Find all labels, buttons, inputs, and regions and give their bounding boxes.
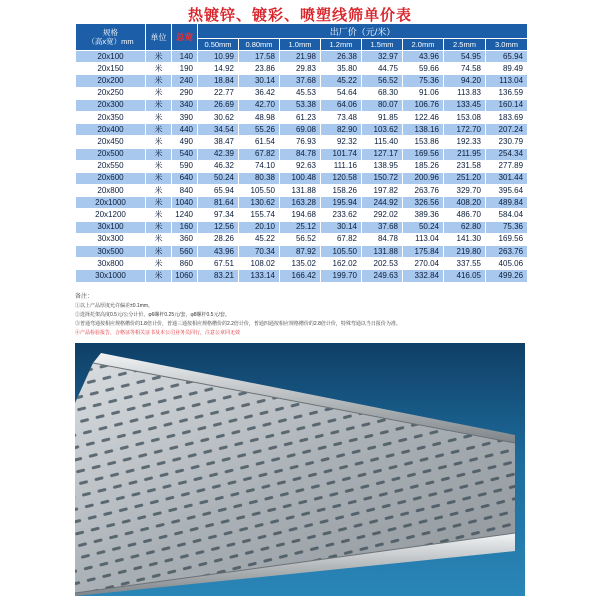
table-row — [76, 270, 528, 282]
price-cell: 194.68 — [280, 209, 321, 221]
price-cell: 17.58 — [239, 51, 280, 63]
total-width-cell: 190 — [172, 63, 198, 75]
price-cell: 200.96 — [403, 172, 444, 184]
price-cell: 59.66 — [403, 63, 444, 75]
price-cell: 82.90 — [321, 124, 362, 136]
page-title: 热镀锌、镀彩、喷塑线筛单价表 — [187, 6, 412, 24]
price-cell: 62.80 — [444, 221, 486, 233]
price-cell: 337.55 — [444, 258, 486, 270]
total-width-column-header: 总宽 — [172, 24, 198, 51]
price-cell: 38.47 — [198, 136, 239, 148]
thickness-header: 0.80mm — [239, 39, 280, 51]
price-cell: 73.48 — [321, 111, 362, 123]
unit-cell: 米 — [146, 209, 172, 221]
total-width-cell: 1060 — [172, 270, 198, 282]
price-cell: 54.64 — [321, 87, 362, 99]
price-cell: 22.77 — [198, 87, 239, 99]
thickness-header: 2.0mm — [403, 39, 444, 51]
spec-cell: 20x450 — [76, 136, 146, 148]
price-cell: 45.22 — [321, 75, 362, 87]
table-row — [76, 124, 528, 136]
price-cell: 486.70 — [444, 209, 486, 221]
price-cell: 175.84 — [403, 246, 444, 258]
price-cell: 26.69 — [198, 99, 239, 111]
table-row — [76, 172, 528, 184]
price-table-body — [76, 51, 528, 283]
total-width-cell: 390 — [172, 111, 198, 123]
total-width-cell: 160 — [172, 221, 198, 233]
price-cell: 105.50 — [321, 246, 362, 258]
price-cell: 130.62 — [239, 197, 280, 209]
price-cell: 45.53 — [280, 87, 321, 99]
spec-cell: 20x300 — [76, 99, 146, 111]
price-cell: 69.08 — [280, 124, 321, 136]
unit-cell: 米 — [146, 172, 172, 184]
price-cell: 263.76 — [486, 246, 528, 258]
price-cell: 30.62 — [198, 111, 239, 123]
unit-cell: 米 — [146, 221, 172, 233]
price-cell: 87.92 — [280, 246, 321, 258]
price-cell: 329.70 — [444, 185, 486, 197]
price-cell: 76.93 — [280, 136, 321, 148]
price-cell: 155.74 — [239, 209, 280, 221]
total-width-cell: 360 — [172, 233, 198, 245]
total-width-cell: 590 — [172, 160, 198, 172]
price-cell: 166.42 — [280, 270, 321, 282]
price-cell: 185.26 — [403, 160, 444, 172]
thickness-header: 0.50mm — [198, 39, 239, 51]
price-cell: 195.94 — [321, 197, 362, 209]
total-width-cell: 1040 — [172, 197, 198, 209]
price-cell: 30.14 — [321, 221, 362, 233]
price-table — [75, 23, 528, 283]
price-cell: 10.99 — [198, 51, 239, 63]
spec-cell: 20x550 — [76, 160, 146, 172]
unit-cell: 米 — [146, 185, 172, 197]
price-cell: 115.40 — [362, 136, 403, 148]
price-cell: 389.36 — [403, 209, 444, 221]
total-width-cell: 490 — [172, 136, 198, 148]
price-cell: 395.64 — [486, 185, 528, 197]
total-width-cell: 840 — [172, 185, 198, 197]
price-cell: 34.54 — [198, 124, 239, 136]
price-cell: 211.95 — [444, 148, 486, 160]
price-cell: 127.17 — [362, 148, 403, 160]
total-width-cell: 1240 — [172, 209, 198, 221]
price-cell: 56.52 — [362, 75, 403, 87]
table-row — [76, 99, 528, 111]
price-cell: 153.86 — [403, 136, 444, 148]
spec-cell: 20x250 — [76, 87, 146, 99]
price-cell: 169.56 — [486, 233, 528, 245]
price-cell: 233.62 — [321, 209, 362, 221]
price-cell: 270.04 — [403, 258, 444, 270]
price-cell: 332.84 — [403, 270, 444, 282]
total-width-cell: 560 — [172, 246, 198, 258]
unit-cell: 米 — [146, 111, 172, 123]
price-cell: 219.80 — [444, 246, 486, 258]
price-cell: 43.96 — [403, 51, 444, 63]
unit-cell: 米 — [146, 51, 172, 63]
price-cell: 65.94 — [486, 51, 528, 63]
price-cell: 141.30 — [444, 233, 486, 245]
unit-cell: 米 — [146, 160, 172, 172]
spec-cell: 20x400 — [76, 124, 146, 136]
price-cell: 207.24 — [486, 124, 528, 136]
unit-column-header: 单位 — [146, 24, 172, 51]
note-line-4: ④产品检验报告，合格证等相关证书及本公司业务员同行，注意公章同无效 — [75, 330, 241, 336]
price-cell: 32.97 — [362, 51, 403, 63]
price-cell: 80.38 — [239, 172, 280, 184]
price-cell: 405.06 — [486, 258, 528, 270]
price-cell: 163.28 — [280, 197, 321, 209]
price-cell: 25.12 — [280, 221, 321, 233]
price-cell: 133.45 — [444, 99, 486, 111]
price-cell: 50.24 — [198, 172, 239, 184]
price-cell: 160.14 — [486, 99, 528, 111]
table-row — [76, 209, 528, 221]
unit-cell: 米 — [146, 233, 172, 245]
spec-cell: 30x500 — [76, 246, 146, 258]
price-cell: 61.23 — [280, 111, 321, 123]
price-cell: 326.56 — [403, 197, 444, 209]
table-row — [76, 136, 528, 148]
price-cell: 12.56 — [198, 221, 239, 233]
price-cell: 53.38 — [280, 99, 321, 111]
spec-cell: 20x1200 — [76, 209, 146, 221]
price-cell: 23.86 — [239, 63, 280, 75]
price-cell: 113.83 — [444, 87, 486, 99]
price-cell: 37.68 — [280, 75, 321, 87]
price-cell: 14.92 — [198, 63, 239, 75]
price-cell: 97.34 — [198, 209, 239, 221]
thickness-header: 3.0mm — [486, 39, 528, 51]
unit-cell: 米 — [146, 197, 172, 209]
price-cell: 28.26 — [198, 233, 239, 245]
table-row — [76, 75, 528, 87]
price-cell: 30.14 — [239, 75, 280, 87]
price-cell: 84.78 — [362, 233, 403, 245]
price-cell: 45.22 — [239, 233, 280, 245]
price-cell: 55.26 — [239, 124, 280, 136]
price-cell: 108.02 — [239, 258, 280, 270]
unit-cell: 米 — [146, 87, 172, 99]
table-row — [76, 87, 528, 99]
total-width-cell: 860 — [172, 258, 198, 270]
table-row — [76, 233, 528, 245]
price-cell: 92.63 — [280, 160, 321, 172]
spec-cell: 20x150 — [76, 63, 146, 75]
price-cell: 67.82 — [321, 233, 362, 245]
price-cell: 65.94 — [198, 185, 239, 197]
total-width-cell: 540 — [172, 148, 198, 160]
total-width-cell: 140 — [172, 51, 198, 63]
spec-cell: 30x300 — [76, 233, 146, 245]
thickness-header: 1.0mm — [280, 39, 321, 51]
price-cell: 131.88 — [280, 185, 321, 197]
price-cell: 29.83 — [280, 63, 321, 75]
note-line-3: ③普通弯通按相应规格槽价的1.8倍计价，普通三通按相应规格槽价的2.2倍计价，普通四通按相应规格槽价的2.8倍计价，特殊弯通以当日报价为准。 — [75, 321, 401, 327]
table-row — [76, 160, 528, 172]
table-row — [76, 246, 528, 258]
spec-cell: 20x500 — [76, 148, 146, 160]
price-cell: 35.80 — [321, 63, 362, 75]
price-cell: 301.44 — [486, 172, 528, 184]
unit-cell: 米 — [146, 258, 172, 270]
price-cell: 277.89 — [486, 160, 528, 172]
thickness-header: 1.5mm — [362, 39, 403, 51]
price-cell: 197.82 — [362, 185, 403, 197]
spec-column-header — [76, 24, 146, 51]
total-width-cell: 340 — [172, 99, 198, 111]
total-width-cell: 290 — [172, 87, 198, 99]
table-row — [76, 185, 528, 197]
unit-cell: 米 — [146, 148, 172, 160]
spec-cell: 20x200 — [76, 75, 146, 87]
price-cell: 91.06 — [403, 87, 444, 99]
thickness-header: 1.2mm — [321, 39, 362, 51]
price-cell: 133.14 — [239, 270, 280, 282]
price-cell: 75.36 — [403, 75, 444, 87]
table-row — [76, 51, 528, 63]
unit-cell: 米 — [146, 124, 172, 136]
price-cell: 162.02 — [321, 258, 362, 270]
price-cell: 131.88 — [362, 246, 403, 258]
price-cell: 46.32 — [198, 160, 239, 172]
price-cell: 20.10 — [239, 221, 280, 233]
price-cell: 153.08 — [444, 111, 486, 123]
notes-title: 备注： — [75, 294, 94, 300]
total-width-cell: 440 — [172, 124, 198, 136]
price-cell: 83.21 — [198, 270, 239, 282]
price-cell: 122.46 — [403, 111, 444, 123]
spec-cell: 20x350 — [76, 111, 146, 123]
spec-header-sub: （高x宽）mm — [87, 37, 134, 46]
price-cell: 94.20 — [444, 75, 486, 87]
price-cell: 75.36 — [486, 221, 528, 233]
spec-cell: 20x1000 — [76, 197, 146, 209]
price-cell: 138.95 — [362, 160, 403, 172]
spec-cell: 20x600 — [76, 172, 146, 184]
price-cell: 158.26 — [321, 185, 362, 197]
cable-tray-illustration — [75, 343, 525, 596]
price-cell: 43.96 — [198, 246, 239, 258]
price-cell: 106.76 — [403, 99, 444, 111]
spec-header-label: 规格 — [103, 28, 118, 37]
table-row — [76, 148, 528, 160]
price-cell: 202.53 — [362, 258, 403, 270]
total-width-cell: 240 — [172, 75, 198, 87]
price-cell: 113.04 — [486, 75, 528, 87]
price-cell: 249.63 — [362, 270, 403, 282]
notes-section — [75, 293, 535, 338]
price-cell: 111.16 — [321, 160, 362, 172]
price-cell: 74.10 — [239, 160, 280, 172]
price-cell: 42.70 — [239, 99, 280, 111]
price-cell: 254.34 — [486, 148, 528, 160]
price-cell: 89.49 — [486, 63, 528, 75]
unit-cell: 米 — [146, 75, 172, 87]
unit-cell: 米 — [146, 136, 172, 148]
spec-cell: 30x1000 — [76, 270, 146, 282]
price-cell: 120.58 — [321, 172, 362, 184]
thickness-header: 2.5mm — [444, 39, 486, 51]
price-cell: 251.20 — [444, 172, 486, 184]
price-cell: 489.84 — [486, 197, 528, 209]
price-cell: 584.04 — [486, 209, 528, 221]
price-cell: 37.68 — [362, 221, 403, 233]
total-width-cell: 640 — [172, 172, 198, 184]
unit-cell: 米 — [146, 63, 172, 75]
spec-cell: 20x100 — [76, 51, 146, 63]
price-cell: 100.48 — [280, 172, 321, 184]
price-cell: 56.52 — [280, 233, 321, 245]
price-cell: 136.59 — [486, 87, 528, 99]
price-cell: 113.04 — [403, 233, 444, 245]
price-cell: 67.82 — [239, 148, 280, 160]
price-cell: 50.24 — [403, 221, 444, 233]
note-line-1: ①以上产品厚度允许偏差±0.1mm。 — [75, 303, 154, 309]
table-row — [76, 63, 528, 75]
price-cell: 103.62 — [362, 124, 403, 136]
price-cell: 36.42 — [239, 87, 280, 99]
price-cell: 70.34 — [239, 246, 280, 258]
table-row — [76, 111, 528, 123]
price-cell: 18.84 — [198, 75, 239, 87]
price-cell: 150.72 — [362, 172, 403, 184]
cable-tray-photo — [75, 343, 525, 596]
price-cell: 42.39 — [198, 148, 239, 160]
price-cell: 67.51 — [198, 258, 239, 270]
price-cell: 192.33 — [444, 136, 486, 148]
price-cell: 169.56 — [403, 148, 444, 160]
spec-cell: 30x100 — [76, 221, 146, 233]
price-cell: 26.38 — [321, 51, 362, 63]
price-cell: 80.07 — [362, 99, 403, 111]
price-cell: 230.79 — [486, 136, 528, 148]
price-cell: 172.70 — [444, 124, 486, 136]
price-cell: 68.30 — [362, 87, 403, 99]
price-cell: 54.95 — [444, 51, 486, 63]
price-cell: 101.74 — [321, 148, 362, 160]
price-cell: 21.98 — [280, 51, 321, 63]
unit-cell: 米 — [146, 270, 172, 282]
unit-cell: 米 — [146, 246, 172, 258]
unit-cell: 米 — [146, 99, 172, 111]
price-cell: 74.58 — [444, 63, 486, 75]
price-cell: 64.06 — [321, 99, 362, 111]
note-line-2: ②选择托架高度0.5元/公分计价，φ6螺杆0.25元/套，φ8螺杆0.5元/套。 — [75, 312, 230, 318]
price-cell: 48.98 — [239, 111, 280, 123]
spec-cell: 20x800 — [76, 185, 146, 197]
price-group-header: 出厂价（元/米） — [198, 24, 528, 39]
price-cell: 44.75 — [362, 63, 403, 75]
price-cell: 408.20 — [444, 197, 486, 209]
price-cell: 81.64 — [198, 197, 239, 209]
price-cell: 91.85 — [362, 111, 403, 123]
price-cell: 199.70 — [321, 270, 362, 282]
price-cell: 61.54 — [239, 136, 280, 148]
price-cell: 499.26 — [486, 270, 528, 282]
spec-cell: 30x800 — [76, 258, 146, 270]
price-cell: 244.92 — [362, 197, 403, 209]
table-row — [76, 258, 528, 270]
table-row — [76, 197, 528, 209]
price-cell: 231.58 — [444, 160, 486, 172]
price-cell: 416.05 — [444, 270, 486, 282]
price-cell: 263.76 — [403, 185, 444, 197]
price-cell: 183.69 — [486, 111, 528, 123]
table-row — [76, 221, 528, 233]
price-cell: 92.32 — [321, 136, 362, 148]
price-cell: 138.16 — [403, 124, 444, 136]
price-cell: 292.02 — [362, 209, 403, 221]
price-cell: 135.02 — [280, 258, 321, 270]
price-cell: 105.50 — [239, 185, 280, 197]
price-cell: 84.78 — [280, 148, 321, 160]
